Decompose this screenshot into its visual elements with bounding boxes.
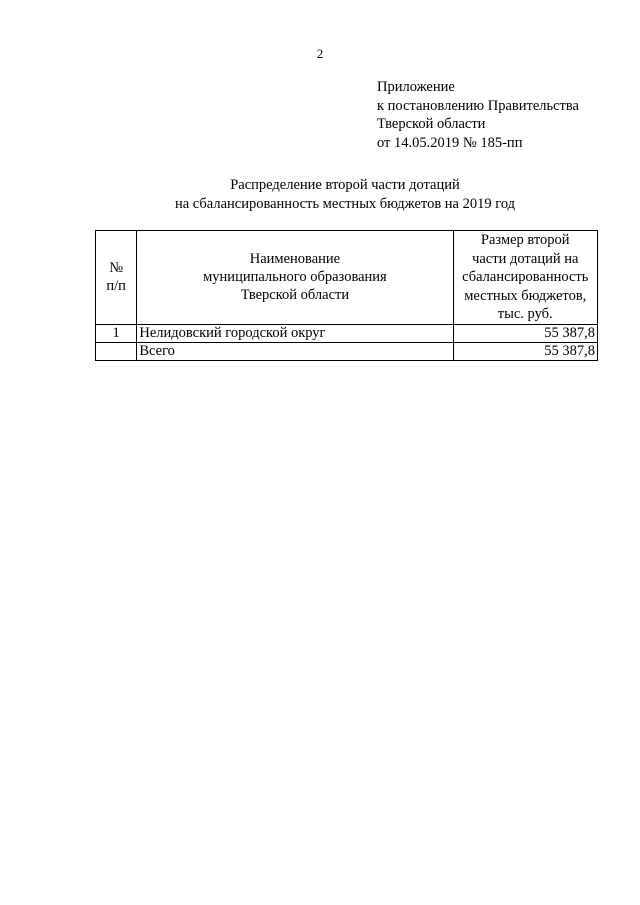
header-name-line: муниципального образования <box>203 269 387 286</box>
appendix-block <box>377 78 617 152</box>
row-name: Всего <box>137 342 453 360</box>
row-number <box>96 342 137 360</box>
appendix-line: Тверской области <box>377 116 486 132</box>
table-header-row <box>96 231 598 325</box>
header-amount-line: тыс. руб. <box>497 306 553 322</box>
page-number: 2 <box>316 46 324 61</box>
header-number-line: п/п <box>106 278 126 295</box>
title-line: на сбалансированность местных бюджетов на 2019 год <box>174 195 516 212</box>
header-name-line: Наименование <box>249 251 341 268</box>
appendix-line: Приложение <box>377 79 455 95</box>
table-row <box>96 324 598 342</box>
header-amount-line: Размер второй <box>480 232 570 248</box>
header-name <box>137 231 453 325</box>
row-amount: 55 387,8 <box>453 342 598 360</box>
subsidy-distribution-table <box>95 230 598 361</box>
header-amount-line: местных бюджетов, <box>464 287 587 304</box>
row-name: Нелидовский городской округ <box>137 324 453 342</box>
header-name-line: Тверской области <box>240 287 350 304</box>
appendix-line: от 14.05.2019 № 185-пп <box>377 134 523 151</box>
header-amount <box>453 231 598 325</box>
header-number <box>96 231 137 325</box>
title-line: Распределение второй части дотаций <box>230 177 460 193</box>
row-number: 1 <box>96 324 137 342</box>
row-amount: 55 387,8 <box>453 324 598 342</box>
header-number-line: № <box>109 260 124 277</box>
table-total-row <box>96 342 598 360</box>
appendix-line: к постановлению Правительства <box>377 97 579 114</box>
header-amount-line: сбалансированность <box>462 269 589 285</box>
header-amount-line: части дотаций на <box>472 250 579 267</box>
document-title <box>0 176 640 213</box>
